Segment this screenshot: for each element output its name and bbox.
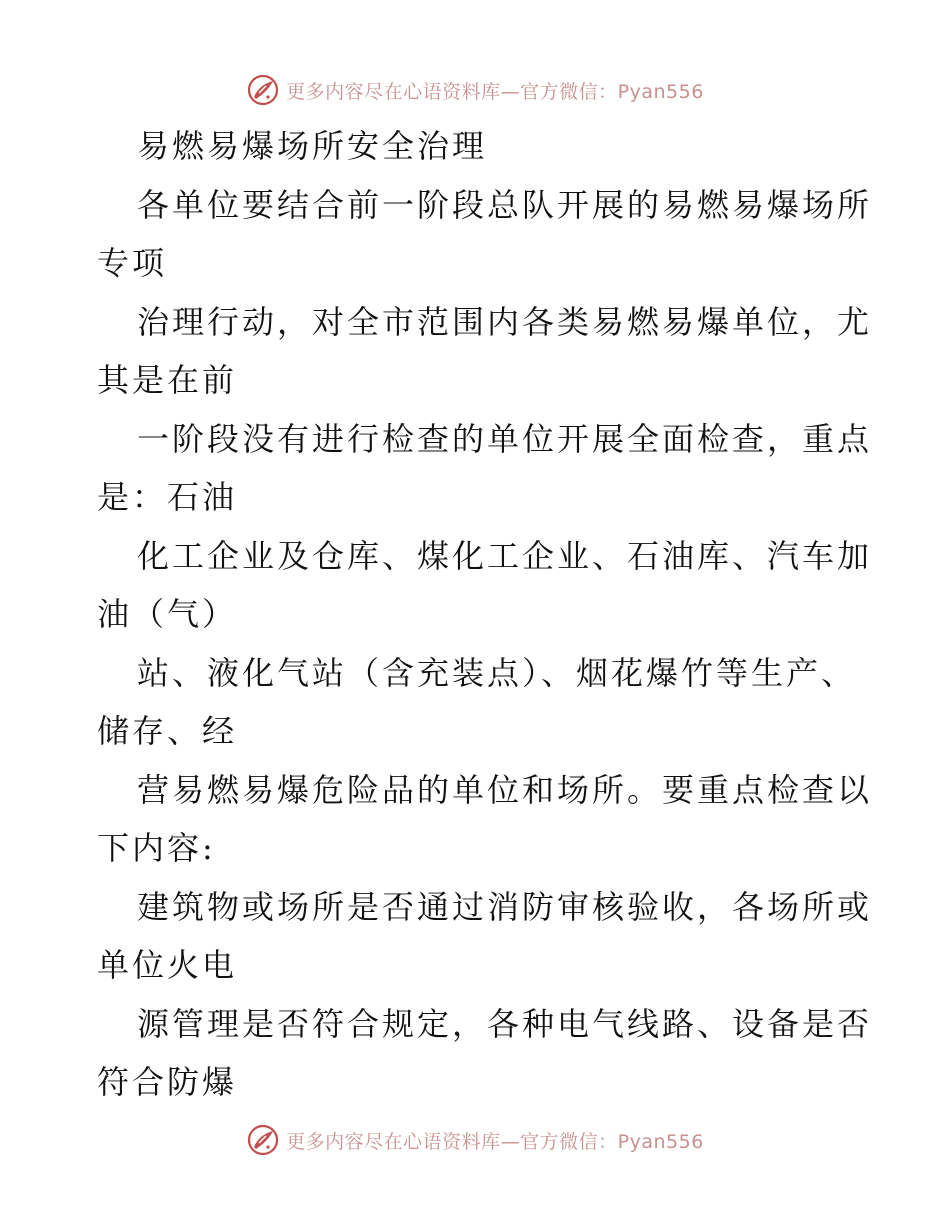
- paragraph-line: 油（气）: [97, 595, 238, 633]
- header-banner: [0, 70, 950, 110]
- document-body: [97, 117, 873, 1112]
- paragraph-line: 化工企业及仓库、煤化工企业、石油库、汽车加: [137, 536, 873, 575]
- paragraph-line: 建筑物或场所是否通过消防审核验收，各场所或: [137, 887, 873, 926]
- paragraph-line: 一阶段没有进行检查的单位开展全面检查，重点: [137, 419, 873, 458]
- header-banner-text: 更多内容尽在心语资料库—官方微信：Pyan556: [286, 80, 704, 103]
- paragraph-line: 营易燃易爆危险品的单位和场所。要重点检查以: [137, 770, 873, 809]
- paragraph-line: 单位火电: [97, 946, 238, 984]
- paragraph-line: 治理行动，对全市范围内各类易燃易爆单位，尤: [137, 302, 873, 341]
- paragraph-line: 储存、经: [97, 712, 238, 750]
- paragraph-line: 是：石油: [97, 478, 238, 516]
- paragraph-line: 专项: [97, 244, 168, 282]
- paragraph-line: 源管理是否符合规定，各种电气线路、设备是否: [137, 1004, 873, 1043]
- paragraph-line: 其是在前: [97, 361, 238, 399]
- footer-banner-text: 更多内容尽在心语资料库—官方微信：Pyan556: [286, 1130, 704, 1153]
- pen-nib-logo-icon: [246, 73, 280, 107]
- paragraph-line: 下内容:: [97, 829, 216, 867]
- paragraph-line: 各单位要结合前一阶段总队开展的易燃易爆场所: [137, 185, 873, 224]
- footer-banner: [0, 1120, 950, 1160]
- paragraph-line: 符合防爆: [97, 1063, 238, 1101]
- doc-title: 易燃易爆场所安全治理: [137, 127, 488, 165]
- paragraph-line: 站、液化气站（含充装点）、烟花爆竹等生产、: [137, 653, 857, 692]
- pen-nib-logo-icon: [246, 1123, 280, 1157]
